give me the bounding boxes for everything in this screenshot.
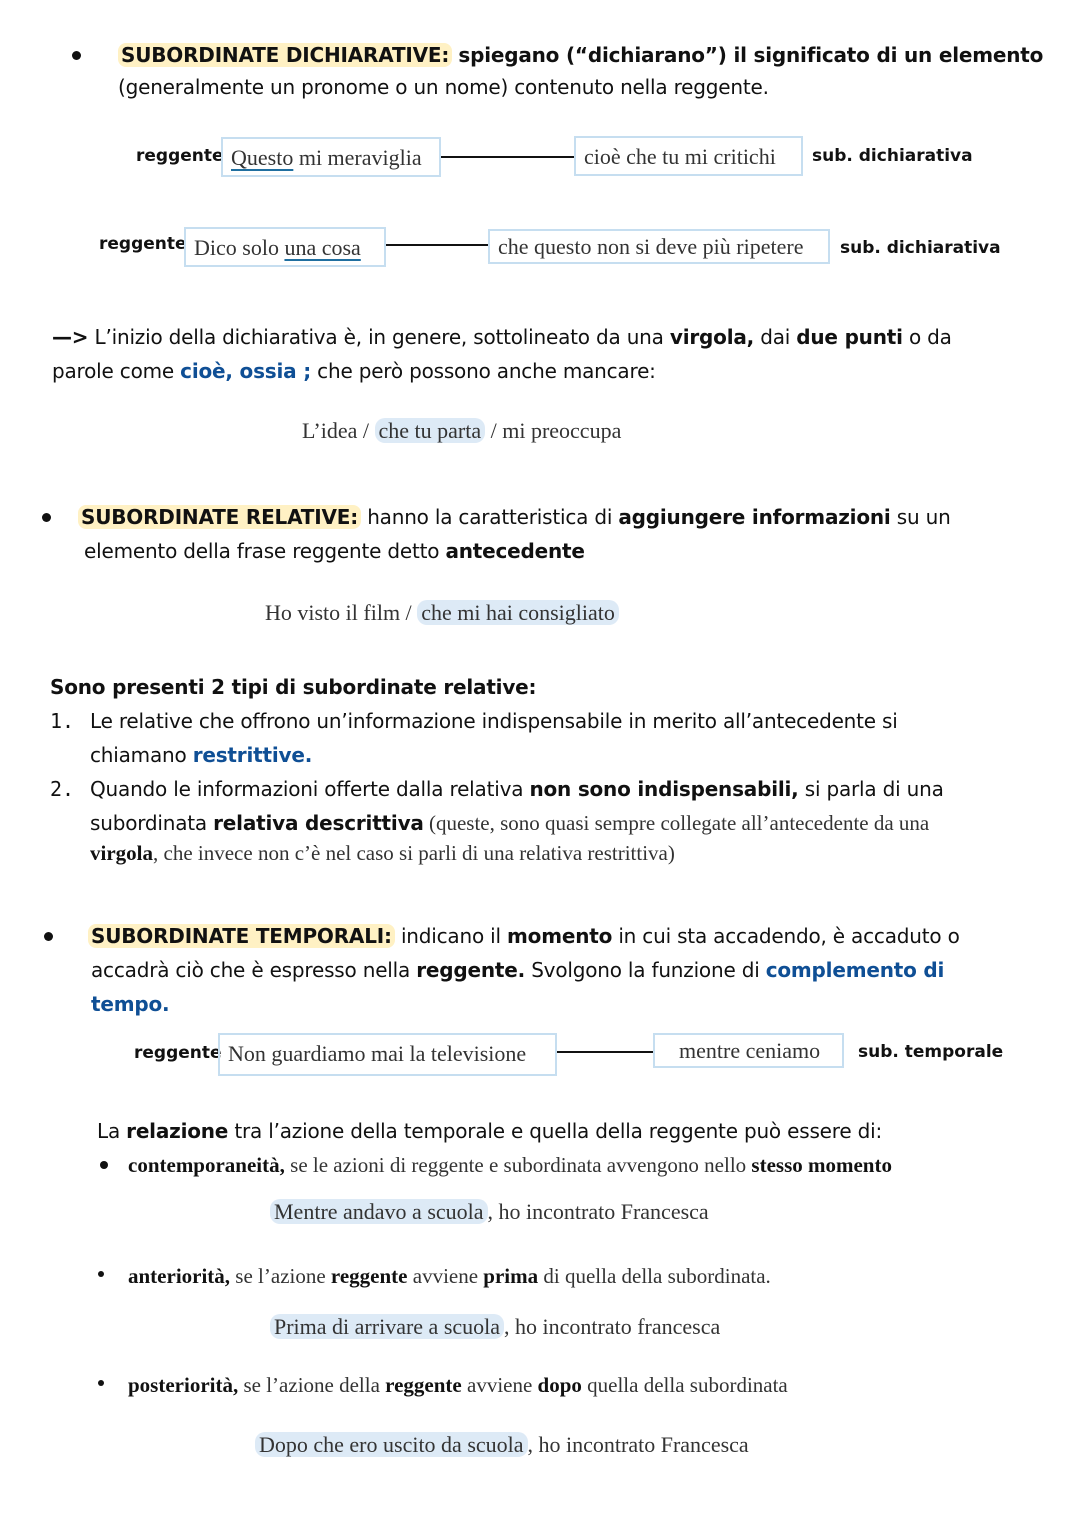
dichiarative-note-line2: parole come cioè, ossia ; che però possono anche mancare: xyxy=(52,359,656,383)
relative-types-title: Sono presenti 2 tipi di subordinate relative: xyxy=(50,675,537,699)
label-sub-dichiarativa: sub. dichiarativa xyxy=(840,238,1001,258)
example-contemporaneita: Mentre andavo a scuola , ho incontrato Francesca xyxy=(270,1197,709,1227)
subordinate-box: mentre ceniamo xyxy=(653,1033,844,1068)
relative-item1-line1: Le relative che offrono un’informazione indispensabile in merito all’antecedente si xyxy=(90,709,898,733)
label-sub-temporale: sub. temporale xyxy=(858,1042,1004,1062)
list-number: 1. xyxy=(50,709,75,733)
reggente-box: Non guardiamo mai la televisione xyxy=(218,1033,557,1076)
relation-posteriorita: posteriorità, se l’azione della reggente avviene dopo quella della subordinata xyxy=(128,1373,788,1397)
example-anteriorita: Prima di arrivare a scuola , ho incontrato francesca xyxy=(270,1312,720,1342)
temporali-definition-line3: tempo. xyxy=(91,992,170,1016)
dichiarative-note-line1: —> L’inizio della dichiarativa è, in genere, sottolineato da una virgola, dai due punti o da xyxy=(52,325,952,349)
list-bullet xyxy=(98,1380,104,1386)
connector-line xyxy=(557,1051,653,1053)
list-bullet xyxy=(100,1161,108,1169)
temporali-title: SUBORDINATE TEMPORALI: xyxy=(88,924,395,948)
label-reggente: reggente xyxy=(134,1043,222,1063)
subordinate-box: cioè che tu mi critichi xyxy=(574,136,803,176)
subordinate-box: che questo non si deve più ripetere xyxy=(488,229,830,264)
temporali-definition-line2: accadrà ciò che è espresso nella reggente. Svolgono la funzione di complemento di xyxy=(91,958,945,982)
label-sub-dichiarativa: sub. dichiarativa xyxy=(812,146,973,166)
temporali-definition-line1: SUBORDINATE TEMPORALI: indicano il momento in cui sta accadendo, è accaduto o xyxy=(88,919,960,953)
reggente-box: Questo mi meraviglia xyxy=(221,137,441,177)
temporali-relazione: La relazione tra l’azione della temporale e quella della reggente può essere di: xyxy=(97,1119,883,1143)
dichiarative-title: SUBORDINATE DICHIARATIVE: xyxy=(118,43,452,67)
connector-line xyxy=(441,156,574,158)
dichiarative-example: L’idea / che tu parta / mi preoccupa xyxy=(302,418,622,443)
relative-example: Ho visto il film / che mi hai consigliato xyxy=(265,598,619,628)
relative-definition-line2: elemento della frase reggente detto antecedente xyxy=(84,539,585,563)
bullet-temporali xyxy=(44,932,53,941)
relative-title: SUBORDINATE RELATIVE: xyxy=(78,505,361,529)
relation-contemporaneita: contemporaneità, se le azioni di reggente e subordinata avvengono nello stesso momento xyxy=(128,1153,892,1177)
relative-item2-line1: Quando le informazioni offerte dalla relativa non sono indispensabili, si parla di una xyxy=(90,777,944,801)
dichiarative-definition-line2: (generalmente un pronome o un nome) contenuto nella reggente. xyxy=(118,75,769,99)
relation-anteriorita: anteriorità, se l’azione reggente avviene prima di quella della subordinata. xyxy=(128,1264,771,1288)
bullet-relative xyxy=(42,513,51,522)
label-reggente: reggente xyxy=(136,146,224,166)
relative-item2-line2: subordinata relativa descrittiva (queste, sono quasi sempre collegate all’antecedente da una xyxy=(90,811,930,835)
relative-item1-line2: chiamano restrittive. xyxy=(90,743,313,767)
connector-line xyxy=(386,244,488,246)
dichiarative-definition: SUBORDINATE DICHIARATIVE: spiegano (“dichiarano”) il significato di un elemento xyxy=(118,38,1043,72)
bullet-dichiarative xyxy=(72,51,81,60)
relative-definition-line1: SUBORDINATE RELATIVE: hanno la caratteristica di aggiungere informazioni su un xyxy=(78,500,951,534)
reggente-box: Dico solo una cosa xyxy=(184,227,386,267)
list-number: 2. xyxy=(50,777,75,801)
list-bullet xyxy=(98,1271,104,1277)
example-posteriorita: Dopo che ero uscito da scuola , ho incontrato Francesca xyxy=(255,1430,749,1460)
label-reggente: reggente xyxy=(99,234,187,254)
relative-item2-line3: virgola, che invece non c’è nel caso si parli di una relativa restrittiva) xyxy=(90,841,675,865)
